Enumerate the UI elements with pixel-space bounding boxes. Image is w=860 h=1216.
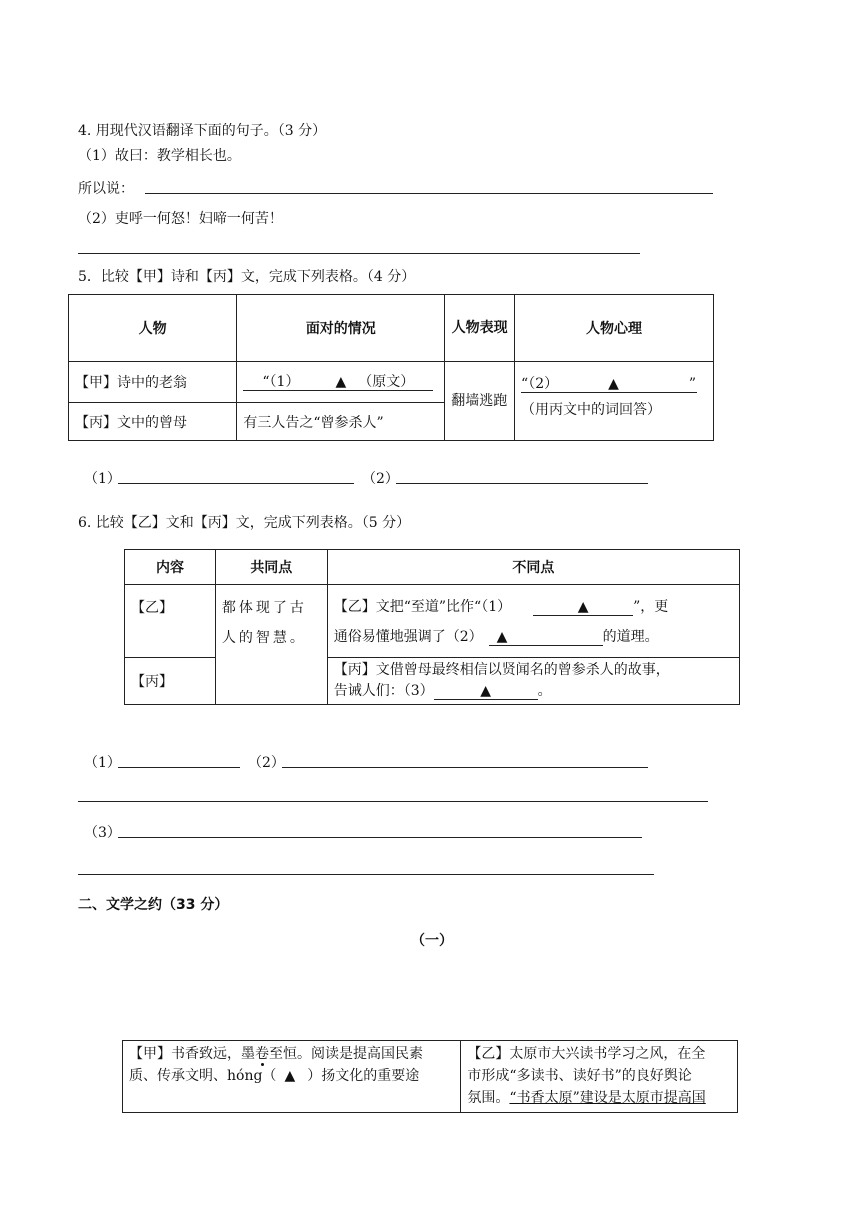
q4-sentence-1: （1）故曰：教学相长也。 xyxy=(78,148,241,164)
q5-blank-1-open: “（1） xyxy=(262,373,300,390)
q6-answer-line-3b[interactable] xyxy=(78,874,654,875)
section-2-subtitle: （一） xyxy=(411,933,453,949)
q5-table xyxy=(68,294,714,441)
passage-jia xyxy=(123,1041,461,1113)
q6-table xyxy=(124,549,740,705)
q5-blank-2-open: “（2） xyxy=(521,376,559,392)
q4-answer-prefix: 所以说： xyxy=(78,181,134,197)
q5-blank-2-triangle[interactable]: ▲ xyxy=(608,376,619,392)
q5-psychology-note: （用丙文中的词回答） xyxy=(521,402,662,418)
q6-answer-2-label: （2） xyxy=(248,755,285,771)
q4-title: 4. 用现代汉语翻译下面的句子。（3 分） xyxy=(78,123,327,139)
q5-header-psychology: 人物心理 xyxy=(515,295,714,362)
passage-yi-line1: 【乙】太原市大兴读书学习之风，在全 xyxy=(467,1046,706,1062)
passage-jia-triangle[interactable]: ▲ xyxy=(284,1068,296,1084)
passage-yi xyxy=(461,1041,738,1113)
q6-yi-text-d: 的道理。 xyxy=(602,629,659,645)
passage-jia-line2-a: 质、传承文明、hóng（ xyxy=(129,1068,277,1084)
q6-bing-difference xyxy=(327,658,739,705)
q5-row1-psychology xyxy=(515,362,714,441)
passage-table xyxy=(122,1040,738,1113)
q6-header-common: 共同点 xyxy=(215,550,327,585)
q6-blank-2-triangle: ▲ xyxy=(496,629,508,645)
q6-header-content: 内容 xyxy=(125,550,216,585)
q5-row1-situation xyxy=(237,362,445,403)
q5-header-behavior: 人物表现 xyxy=(445,295,515,362)
q5-row1-behavior: 翻墙逃跑 xyxy=(445,362,515,441)
q6-title: 6. 比较【乙】文和【丙】文，完成下列表格。（5 分） xyxy=(78,515,411,531)
passage-jia-line2-b: ）扬文化的重要途 xyxy=(307,1068,420,1084)
q6-bing-text-c: 。 xyxy=(537,683,552,699)
passage-yi-line3-a: 氛围。 xyxy=(467,1090,510,1106)
q5-title: 5．比较【甲】诗和【丙】文，完成下列表格。（4 分） xyxy=(78,269,416,285)
q4-sentence-2: （2）吏呼一何怒！妇啼一何苦！ xyxy=(78,211,283,227)
q6-answer-line-2[interactable] xyxy=(282,767,648,768)
q6-yi-label: 【乙】 xyxy=(125,585,216,658)
q4-answer-line-1[interactable] xyxy=(145,193,713,194)
q4-answer-line-2[interactable] xyxy=(78,253,640,254)
q5-row2-situation: 有三人告之“曾参杀人” xyxy=(237,403,445,441)
q6-blank-1[interactable] xyxy=(533,599,633,616)
section-2-title: 二、文学之约（33 分） xyxy=(78,897,229,913)
passage-jia-dotted-char: 卷 xyxy=(255,1046,269,1062)
passage-yi-line3-underlined: “书香太原”建设是太原市提高国 xyxy=(509,1090,706,1106)
passage-yi-line2: 市形成“多读书、读好书”的良好舆论 xyxy=(467,1068,692,1084)
q6-yi-text-a: 【乙】文把“至道”比作“（1） xyxy=(333,599,512,615)
q5-row1-person: 【甲】诗中的老翁 xyxy=(69,362,237,403)
q6-header-difference: 不同点 xyxy=(327,550,739,585)
q5-header-person: 人物 xyxy=(69,295,237,362)
q6-answer-1-label: （1） xyxy=(84,755,121,771)
q6-answer-line-3[interactable] xyxy=(118,837,642,838)
q6-blank-1-triangle: ▲ xyxy=(577,599,589,615)
q6-common-text: 都体现了古人的智慧。 xyxy=(215,585,327,705)
q5-header-situation: 面对的情况 xyxy=(237,295,445,362)
q6-yi-difference xyxy=(327,585,739,658)
q6-answer-line-1[interactable] xyxy=(118,767,240,768)
q5-row2-person: 【丙】文中的曾母 xyxy=(69,403,237,441)
passage-jia-line1-b: 至恒。阅读是提高国民素 xyxy=(269,1046,423,1062)
q5-answer-1-label: （1） xyxy=(84,471,121,487)
q6-answer-3-label: （3） xyxy=(84,825,121,841)
q5-answer-line-1[interactable] xyxy=(118,483,354,484)
q5-answer-2-label: （2） xyxy=(362,471,399,487)
q6-bing-text-a: 【丙】文借曾母最终相信以贤闻名的曾参杀人的故事， xyxy=(333,662,670,678)
q6-answer-line-2b[interactable] xyxy=(78,801,708,802)
q5-blank-1-close: （原文） xyxy=(358,373,415,390)
q6-yi-text-b: ”，更 xyxy=(633,599,669,615)
q6-blank-3[interactable] xyxy=(434,683,538,700)
q5-blank-1-triangle[interactable]: ▲ xyxy=(335,373,347,390)
q6-bing-text-b: 告诫人们：（3） xyxy=(333,683,434,699)
q6-blank-3-triangle: ▲ xyxy=(480,683,492,699)
q6-bing-label: 【丙】 xyxy=(125,658,216,705)
passage-jia-line1-a: 【甲】书香致远，墨 xyxy=(129,1046,255,1062)
q6-yi-text-c: 通俗易懂地强调了（2） xyxy=(333,629,483,645)
q5-answer-line-2[interactable] xyxy=(396,483,648,484)
q6-blank-2[interactable] xyxy=(489,629,603,646)
q5-blank-2-close: ” xyxy=(688,376,697,392)
